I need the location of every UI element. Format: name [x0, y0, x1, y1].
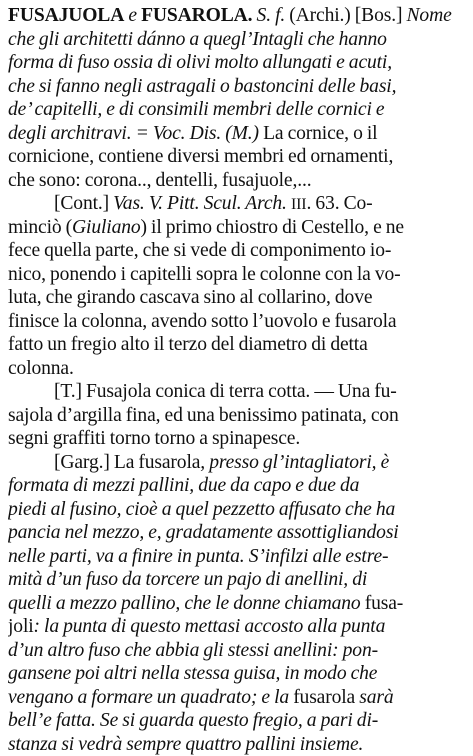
- text-line: [8, 145, 467, 169]
- text-line: [8, 310, 467, 334]
- text-line: [8, 521, 467, 545]
- text-run: Nome: [407, 5, 452, 26]
- text-line: [8, 216, 467, 240]
- text-run: : la punta di questo mettasi accosto alla punta: [34, 616, 386, 637]
- text-run: S. f.: [252, 5, 289, 26]
- text-line: [8, 404, 467, 428]
- text-line: [8, 263, 467, 287]
- text-run: gansene poi altri nella stessa guisa, in modo che: [8, 663, 377, 684]
- text-run: mità d’un fuso da torcere un pajo di anellini, di: [8, 569, 367, 590]
- text-run: . 63. Co-: [307, 193, 373, 214]
- text-run: pancia nel mezzo, e, gradatamente assottigliandosi: [8, 522, 399, 543]
- text-run: che sono: corona.., dentelli, fusajuole,...: [8, 170, 311, 191]
- text-line: [8, 51, 467, 75]
- paragraph-definition: [8, 4, 467, 192]
- text-run: fusarola: [293, 687, 355, 708]
- text-line: [8, 592, 467, 616]
- text-line: [8, 545, 467, 569]
- text-line: [8, 28, 467, 52]
- text-line: [8, 451, 467, 475]
- text-line: [8, 357, 467, 381]
- text-run: sajola d’argilla fina, ed una benissimo patinata, con: [8, 405, 399, 426]
- text-run: stanza si vedrà sempre quattro pallini insieme.: [8, 734, 363, 755]
- text-run: , presso gl’intagliatori, è: [200, 452, 389, 473]
- text-run: che si fanno negli astragali o bastoncini delle basi,: [8, 76, 396, 97]
- text-line: [8, 192, 467, 216]
- text-run: fusa-: [365, 593, 403, 614]
- text-run: formata di mezzi pallini, due da capo e due da: [8, 475, 359, 496]
- headword: FUSAROLA.: [141, 5, 252, 26]
- text-line: [8, 686, 467, 710]
- text-run: nico, ponendo i capitelli sopra le colonne con la vo-: [8, 264, 401, 285]
- text-run: vengano a formare un quadrato; e la: [8, 687, 293, 708]
- text-run: Vas. V. Pitt. Scul. Arch.: [113, 193, 291, 214]
- text-line: [8, 615, 467, 639]
- text-line: [8, 75, 467, 99]
- text-line: [8, 733, 467, 756]
- text-run: de’ capitelli, e di consimili membri delle cornici e: [8, 99, 384, 120]
- text-run: [Garg.]: [54, 452, 114, 473]
- text-run: La fusarola: [114, 452, 200, 473]
- text-run: finisce la colonna, avendo sotto l’uovolo e fusarola: [8, 311, 396, 332]
- text-run: bell’e fatta. Se si guarda questo fregio, a pari di-: [8, 710, 378, 731]
- text-run: ) il primo chiostro di Cestello, e ne: [141, 217, 404, 238]
- text-line: [8, 4, 467, 28]
- text-run: Giuliano: [72, 217, 140, 238]
- text-line: [8, 474, 467, 498]
- text-run: (Archi.) [Bos.]: [289, 5, 406, 26]
- text-line: [8, 169, 467, 193]
- text-line: [8, 122, 467, 146]
- text-line: [8, 239, 467, 263]
- text-line: [8, 333, 467, 357]
- paragraph-t: [8, 380, 467, 451]
- text-run: cornicione, contiene diversi membri ed ornamenti,: [8, 146, 393, 167]
- text-line: [8, 662, 467, 686]
- dictionary-entry-fusajuola: [8, 4, 467, 756]
- text-run: nelle parti, va a finire in punta. S’infilzi alle estre-: [8, 546, 388, 567]
- text-run: degli architravi. = Voc. Dis. (M.): [8, 123, 263, 144]
- text-run: [Cont.]: [54, 193, 113, 214]
- text-run: [T.] Fusajola conica di terra cotta. — Una fu-: [54, 381, 397, 402]
- text-line: [8, 380, 467, 404]
- text-run: segni graffiti torno torno a spinapesce.: [8, 428, 300, 449]
- text-line: [8, 639, 467, 663]
- paragraph-garg: [8, 451, 467, 756]
- text-run: minciò (: [8, 217, 72, 238]
- text-run: forma di fuso ossia di olivi molto allungati e acuti,: [8, 52, 392, 73]
- text-run: piedi al fusino, cioè a quel pezzetto affusato che ha: [8, 499, 395, 520]
- text-line: [8, 498, 467, 522]
- text-run: fece quella parte, che si vede di componimento io-: [8, 240, 391, 261]
- text-run: e: [124, 5, 141, 26]
- text-line: [8, 98, 467, 122]
- text-run: che gli architetti dánno a quegl’Intagli che hanno: [8, 29, 387, 50]
- text-run: sarà: [355, 687, 393, 708]
- text-run: La cornice, o il: [263, 123, 377, 144]
- text-run: joli: [8, 616, 34, 637]
- text-run: colonna.: [8, 358, 74, 379]
- text-line: [8, 286, 467, 310]
- text-line: [8, 568, 467, 592]
- text-run: d’un altro fuso che abbia gli stessi anellini: pon-: [8, 640, 378, 661]
- text-run: III: [291, 196, 307, 213]
- headword: FUSAJUOLA: [8, 5, 124, 26]
- text-line: [8, 427, 467, 451]
- text-run: fatto un fregio alto il terzo del diametro di detta: [8, 334, 368, 355]
- text-run: quelli a mezzo pallino, che le donne chiamano: [8, 593, 365, 614]
- paragraph-cont: [8, 192, 467, 380]
- text-line: [8, 709, 467, 733]
- text-run: luta, che girando cascava sino al collarino, dove: [8, 287, 372, 308]
